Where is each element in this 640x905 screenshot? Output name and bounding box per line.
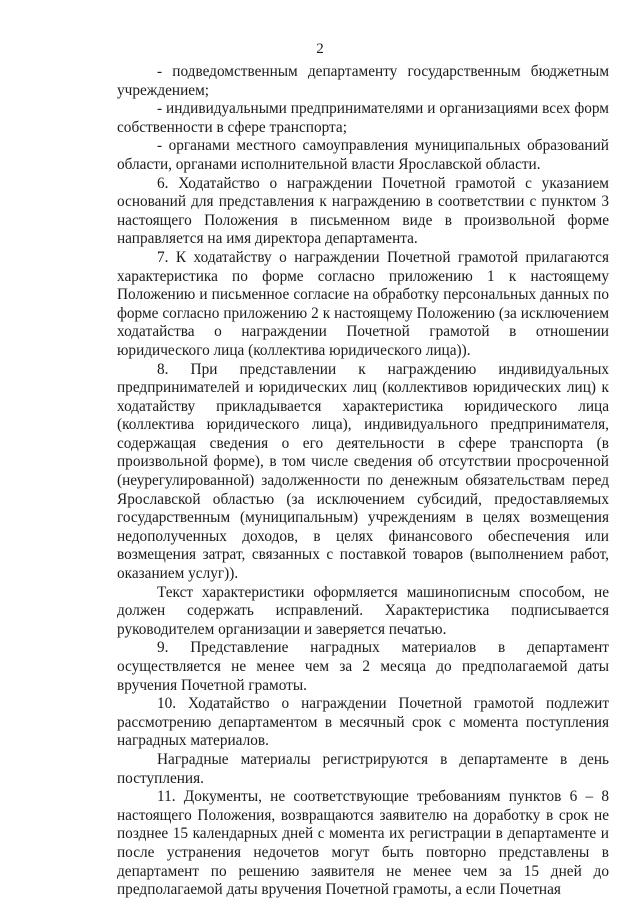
paragraph-characteristic-text: Текст характеристики оформляется машинописным способом, не должен содержать исправлений. Характеристика подписывается руководителем организации и заверяется печатью.	[117, 583, 609, 638]
paragraph-10: 10. Ходатайство о награждении Почетной грамотой подлежит рассмотрению департаментом в месячный срок с момента поступления наградных материалов.	[117, 695, 609, 750]
paragraph-7: 7. К ходатайству о награждении Почетной грамотой прилагаются характеристика по форме согласно приложению 1 к настоящему Положению и письменное согласие на обработку персональных данных по форме согласно приложению 2 к настоящему Положению (за исключением ходатайства о награждении Почетной грамотой в отношении юридического лица (коллектива юридического лица)).	[117, 248, 609, 359]
paragraph-8: 8. При представлении к награждению индивидуальных предпринимателей и юридических лиц (коллективов юридических лиц) к ходатайству прикладывается характеристика юридического лица (коллектива юридического лица), индивидуального предпринимателя, содержащая сведения о его деятельности в сфере транспорта (в произвольной форме), в том числе сведения об отсутствии просроченной (неурегулированной) задолженности по денежным обязательствам перед Ярославской областью (за исключением субсидий, предоставляемых государственным (муниципальным) учреждениям в целях возмещения недополученных доходов, в целях финансового обеспечения или возмещения затрат, связанных с поставкой товаров (выполнением работ, оказанием услуг)).	[117, 360, 609, 583]
paragraph-6: 6. Ходатайство о награждении Почетной грамотой с указанием оснований для представления к награждению в соответствии с пунктом 3 настоящего Положения в письменном виде в произвольной форме направляется на имя директора департамента.	[117, 174, 609, 248]
paragraph-9: 9. Представление наградных материалов в департамент осуществляется не менее чем за 2 месяца до предполагаемой даты вручения Почетной грамоты.	[117, 639, 609, 694]
paragraph-item-authorities: - органами местного самоуправления муниципальных образований области, органами исполнительной власти Ярославской области.	[117, 137, 609, 173]
paragraph-item-subordinate: - подведомственным департаменту государственным бюджетным учреждением;	[117, 63, 609, 99]
paragraph-registration: Наградные материалы регистрируются в департаменте в день поступления.	[117, 750, 609, 787]
page-number: 2	[316, 41, 324, 57]
paragraph-item-entrepreneurs: - индивидуальными предпринимателями и организациями всех форм собственности в сфере транспорта;	[117, 100, 609, 136]
paragraph-11: 11. Документы, не соответствующие требованиям пунктов 6 – 8 настоящего Положения, возвращаются заявителю на доработку в срок не позднее 15 календарных дней с момента их регистрации в департаменте и после устранения недочетов могут быть повторно представлены в департамент по решению заявителя не менее чем за 15 дней до предполагаемой даты вручения Почетной грамоты, а если Почетная	[117, 788, 609, 899]
document-body	[117, 63, 609, 900]
